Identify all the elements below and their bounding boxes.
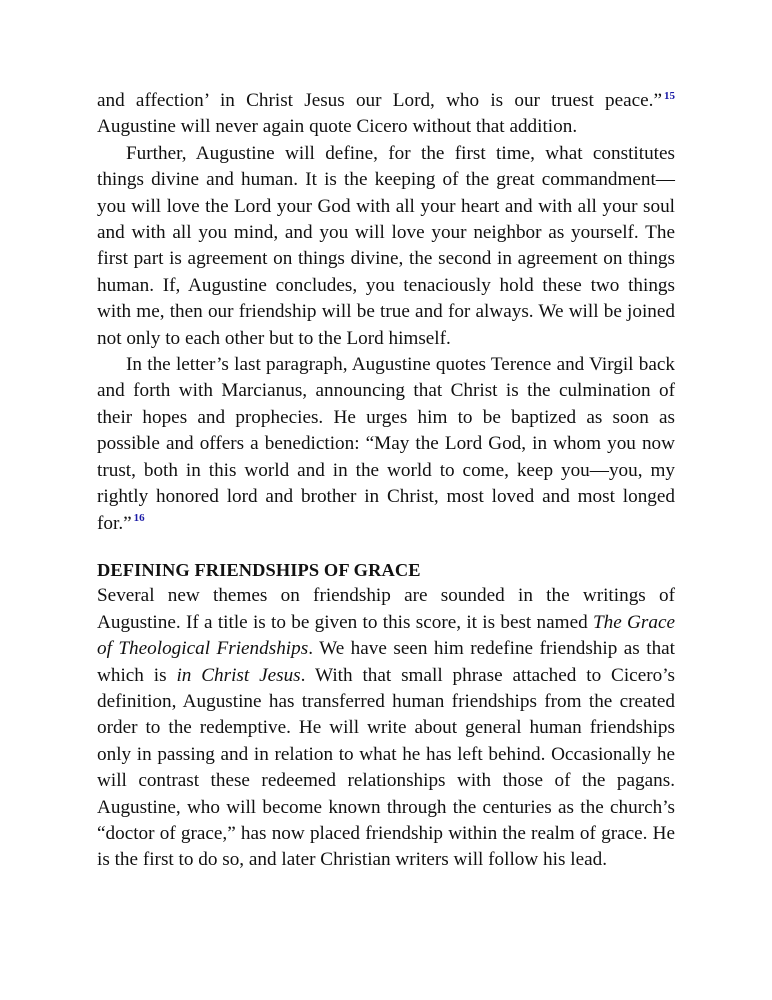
section-text-2: . We have seen him redefine friendship as that which is [97,638,676,686]
section-text-1: Several new themes on friendship are sounded in the writings of Augustine. If a title is to be given to this score, it is best named [97,585,675,633]
paragraph-text: In the letter’s last paragraph, Augustine quotes Terence and Virgil back and forth with Marcianus, announcing that Christ is the culmination of their hopes and prophecies. He urges him to be baptized as soon as possible and offers a benediction: “May the Lord God, in whom you now trust, both in this world and in the world to come, keep you—you, my rightly honored lord and brother in Christ, most loved and most longed for.” [97,354,675,534]
paragraph-text-tail: Augustine will never again quote Cicero without that addition. [97,116,578,138]
section-paragraph [97,583,675,873]
footnote-ref-16[interactable]: 16 [133,512,145,525]
footnote-ref-15[interactable]: 15 [664,89,675,102]
page-content [97,88,675,874]
paragraph-continuation [97,88,675,141]
paragraph-last-letter [97,352,675,537]
section-italic-title: The Grace of Theological Friendships [97,611,675,660]
paragraph-things-divine-human: Further, Augustine will define, for the first time, what constitutes things divine and human. It is the keeping of the great commandment—you will love the Lord your God with all your heart and with all your soul and with all you mind, and you will love your neighbor as yourself. The first part is agreement on things divine, the second in agreement on things human. If, Augustine concludes, you tenaciously hold these two things with me, then our friendship will be true and for always. We will be joined not only to each other but to the Lord himself. [97,142,675,349]
paragraph-text: and affection’ in Christ Jesus our Lord, who is our truest peace.” [97,90,662,111]
section-italic-phrase: in Christ Jesus [176,664,301,686]
section-heading: DEFINING FRIENDSHIPS OF GRACE [97,559,421,580]
section-text-3: . With that small phrase attached to Cicero’s definition, Augustine has transferred human friendships from the created order to the redemptive. He will write about general human friendships only in passing and in relation to what he has left behind. Occasionally he will contrast these redeemed relationships with those of the pagans. Augustine, who will become known through the centuries as the church’s “doctor of grace,” has now placed friendship within the realm of grace. He is the first to do so, and later Christian writers will follow his lead. [97,664,675,871]
